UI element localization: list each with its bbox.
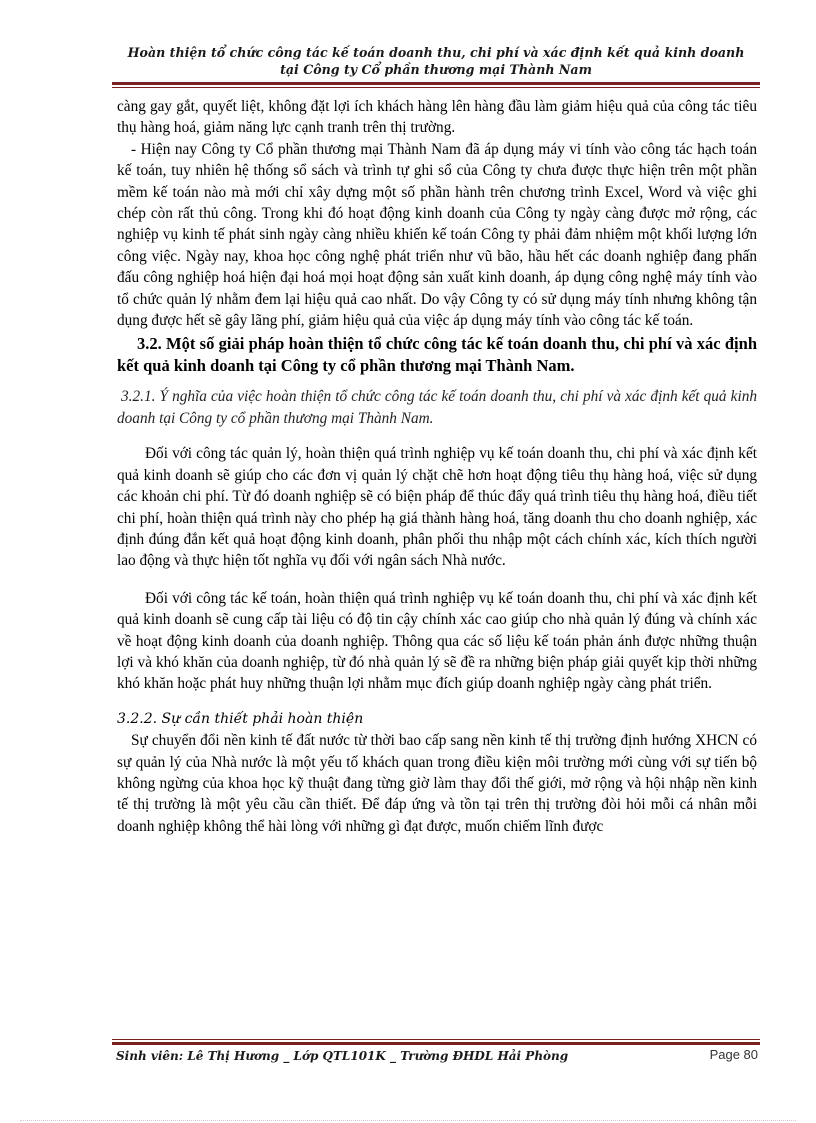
header-line-1: Hoàn thiện tổ chức công tác kế toán doanh thu, chi phí và xác định kết quả kinh doanh — [127, 45, 745, 60]
header-rule-thin — [112, 87, 760, 88]
subsection-heading-3-2-1: 3.2.1. Ý nghĩa của việc hoàn thiện tổ chức công tác kế toán doanh thu, chi phí và xác định kết quả kinh doanh tại Công ty cổ phần thương mại Thành Nam. — [117, 388, 757, 427]
page-bottom-dotted-line — [20, 1120, 796, 1121]
paragraph-3: Đối với công tác quản lý, hoàn thiện quá trình nghiệp vụ kế toán doanh thu, chi phí và xác định kết quả kinh doanh sẽ giúp cho các đơn vị quản lý chặt chẽ hơn hoạt động tiêu thụ hàng hoá, việc sử dụng các khoản chi phí. Từ đó doanh nghiệp sẽ có biện pháp để thúc đẩy quá trình tiêu thụ hàng hoá, điều tiết chi phí, hoàn thiện quá trình này cho phép hạ giá thành hàng hoá, tăng doanh thu cho doanh nghiệp, xác định đúng đắn kết quả hoạt động kinh doanh, phân phối thu nhập một cách chính xác, kích thích người lao động và thực hiện tốt nghĩa vụ đối với ngân sách Nhà nước. — [117, 445, 757, 570]
document-body — [117, 96, 757, 837]
page-number: Page 80 — [709, 1047, 758, 1062]
header-rule-thick — [112, 82, 760, 85]
running-header — [112, 44, 760, 78]
footer-rule-thick — [112, 1042, 760, 1045]
paragraph-1: càng gay gắt, quyết liệt, không đặt lợi ích khách hàng lên hàng đầu làm giảm hiệu quả của công tác tiêu thụ hàng hoá, giảm năng lực cạnh tranh trên thị trường. — [117, 98, 757, 137]
footer-rule-thin — [112, 1039, 760, 1040]
header-line-2: tại Công ty Cổ phần thương mại Thành Nam — [280, 62, 592, 77]
footer-student-info: Sinh viên: Lê Thị Hương _ Lớp QTL101K _ Trường ĐHDL Hải Phòng — [116, 1049, 569, 1063]
subsection-heading-3-2-2: 3.2.2. Sự cần thiết phải hoàn thiện — [117, 710, 364, 727]
paragraph-2: - Hiện nay Công ty Cổ phần thương mại Thành Nam đã áp dụng máy vi tính vào công tác hạch toán kế toán, tuy nhiên hệ thống sổ sách và trình tự ghi sổ của Công ty chưa được thực hiện trên một phần mềm kế toán nào mà mới chỉ xây dựng một số phần hành trên chương trình Excel, Word và việc ghi chép còn rất thủ công. Trong khi đó hoạt động kinh doanh của Công ty ngày càng được mở rộng, các nghiệp vụ kinh tế phát sinh ngày càng nhiều khiến kế toán Công ty phải đảm nhiệm một khối lượng lớn công việc. Ngày nay, khoa học công nghệ phát triển như vũ bão, hầu hết các doanh nghiệp đang phấn đấu công nghiệp hoá hiện đại hoá mọi hoạt động sản xuất kinh doanh, áp dụng công nghệ máy tính vào tổ chức quản lý nhằm đem lại hiệu quả cao nhất. Do vậy Công ty có sử dụng máy tính nhưng không tận dụng được hết sẽ gây lãng phí, giảm hiệu quả của việc áp dụng máy tính vào công tác kế toán. — [117, 140, 757, 330]
paragraph-4: Đối với công tác kế toán, hoàn thiện quá trình nghiệp vụ kế toán doanh thu, chi phí và xác định kết quả kinh doanh sẽ cung cấp tài liệu có độ tin cậy chính xác cao giúp cho nhà quản lý đúng và chính xác về hoạt động kinh doanh của doanh nghiệp. Thông qua các số liệu kế toán phản ánh được những thuận lợi và khó khăn của doanh nghiệp, từ đó nhà quản lý sẽ đề ra những biện pháp giải quyết kịp thời những khó khăn hoặc phát huy những thuận lợi nhằm mục đích giúp doanh nghiệp ngày càng phát triển. — [117, 589, 757, 693]
section-heading-3-2: 3.2. Một số giải pháp hoàn thiện tổ chức công tác kế toán doanh thu, chi phí và xác định kết quả kinh doanh tại Công ty cổ phần thương mại Thành Nam. — [117, 334, 757, 375]
paragraph-5: Sự chuyển đổi nền kinh tế đất nước từ thời bao cấp sang nền kinh tế thị trường định hướng XHCN có sự quản lý của Nhà nước là một yếu tố khách quan trong điều kiện môi trường mới cùng với sự tiến bộ không ngừng của khoa học kỹ thuật đang từng giờ làm thay đổi thế giới, mở rộng và hội nhập nền kinh tế thị trường là một yêu cầu cần thiết. Để đáp ứng và tồn tại trên thị trường đòi hỏi mỗi cá nhân mỗi doanh nghiệp không thể hài lòng với những gì đạt được, muốn chiếm lĩnh được — [117, 732, 757, 835]
